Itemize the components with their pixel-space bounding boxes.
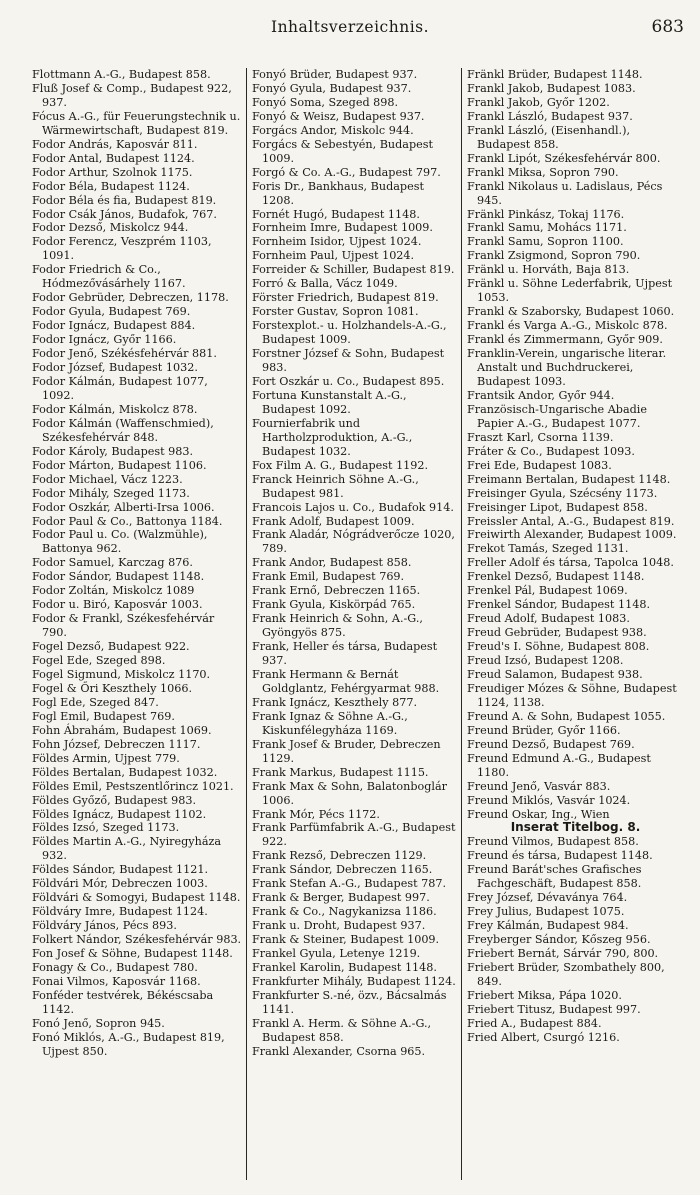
index-entry: Földes Ignácz, Budapest 1102. (32, 807, 207, 821)
index-entry: Frank Aladár, Nógrádverőcze 1020, 789. (252, 528, 455, 556)
index-entry: Friebert Brüder, Szombathely 800, 849. (467, 961, 665, 988)
index-entry: Fogl Ede, Szeged 847. (32, 695, 159, 709)
index-entry: Forgács & Sebestyén, Budapest 1009. (252, 137, 433, 165)
index-entry: Fodor Mihály, Szeged 1173. (32, 486, 190, 500)
index-entry: Freund Miklós, Vasvár 1024. (467, 793, 631, 807)
index-entry: Fournierfabrik und Hartholzproduktion, A.-G., Budapest 1032. (252, 416, 413, 458)
index-entry: Fodor Kálmán (Waffenschmied), Székesfehérvár 848. (32, 416, 214, 444)
index-entry: Forreider & Schiller, Budapest 819. (252, 263, 455, 277)
index-entry: Fornheim Isidor, Ujpest 1024. (252, 235, 422, 249)
index-entry: Frank & Co., Nagykanizsa 1186. (252, 905, 437, 919)
index-entry: Frankl Jakob, Budapest 1083. (467, 81, 636, 95)
index-entry: Forró & Balla, Vácz 1049. (252, 277, 398, 291)
index-entry: Forster Gustav, Sopron 1081. (252, 305, 419, 319)
index-entry: Freud Izsó, Budapest 1208. (467, 654, 624, 668)
index-entry: Fodor Oszkár, Alberti-Irsa 1006. (32, 500, 215, 514)
index-entry: Francois Lajos u. Co., Budafok 914. (252, 500, 454, 514)
index-entry: Fodor Zoltán, Miskolcz 1089 (32, 584, 195, 598)
index-entry: Frank Rezső, Debreczen 1129. (252, 849, 427, 863)
index-entry: Frankl és Varga A.-G., Miskolc 878. (467, 319, 668, 333)
index-entry: Fodor Kálmán, Budapest 1077, 1092. (32, 374, 208, 402)
index-entry: Frank Emil, Budapest 769. (252, 570, 405, 584)
index-entry: Frankl és Zimmermann, Győr 909. (467, 333, 663, 347)
index-entry: Freund és társa, Budapest 1148. (467, 849, 653, 863)
index-entry: Freund A. & Sohn, Budapest 1055. (467, 709, 666, 723)
index-entry: Forgó & Co. A.-G., Budapest 797. (252, 165, 441, 179)
index-entry: Frankl László, Budapest 937. (467, 109, 633, 123)
index-column-3 (467, 68, 684, 1188)
index-entry: Frank Markus, Budapest 1115. (252, 765, 429, 779)
index-entry: Fraszt Karl, Csorna 1139. (467, 430, 614, 444)
index-entry: Fodor Friedrich & Co., Hódmezővásárhely 1167. (32, 263, 186, 291)
index-entry: Földvári Mór, Debreczen 1003. (32, 877, 208, 891)
index-entry: Fogel & Őri Keszthely 1066. (32, 681, 193, 695)
index-entry: Fodor Paul & Co., Battonya 1184. (32, 514, 223, 528)
index-entry: Friebert Bernát, Sárvár 790, 800. (467, 947, 659, 961)
index-entry: Fränkl Brüder, Budapest 1148. (467, 68, 643, 81)
index-entry: Fodor & Frankl, Székesfehérvár 790. (32, 612, 215, 640)
index-entry: Freiwirth Alexander, Budapest 1009. (467, 528, 677, 542)
index-entry: Freund Brüder, Győr 1166. (467, 723, 621, 737)
index-entry: Friebert Miksa, Pápa 1020. (467, 988, 622, 1002)
index-entry: Freller Adolf és társa, Tapolca 1048. (467, 556, 674, 570)
index-entry: Freud's I. Söhne, Budapest 808. (467, 640, 650, 654)
index-entry: Frank & Steiner, Budapest 1009. (252, 933, 440, 947)
index-entry: Fonyó Gyula, Budapest 937. (252, 81, 412, 95)
index-entry: Fodor Ignácz, Győr 1166. (32, 333, 177, 347)
index-entry: Franck Heinrich Söhne A.-G., Budapest 981. (252, 472, 419, 500)
index-column-2 (252, 68, 457, 1188)
index-entry: Földváry János, Pécs 893. (32, 919, 177, 933)
index-entry: Fox Film A. G., Budapest 1192. (252, 458, 429, 472)
index-entry: Fodor András, Kaposvár 811. (32, 137, 198, 151)
index-entry: Freud Salamon, Budapest 938. (467, 667, 643, 681)
index-entry: Fócus A.-G., für Feuerungstechnik u. Wärmewirtschaft, Budapest 819. (32, 109, 241, 137)
index-entry: Frankl Nikolaus u. Ladislaus, Pécs 945. (467, 179, 663, 207)
index-entry: Földes Győző, Budapest 983. (32, 793, 197, 807)
index-entry: Fried A., Budapest 884. (467, 1016, 602, 1030)
index-entry: Forstexplot.- u. Holzhandels-A.-G., Budapest 1009. (252, 319, 447, 347)
index-entry: Földes Emil, Pestszentlőrincz 1021. (32, 779, 234, 793)
index-entry: Frei Ede, Budapest 1083. (467, 458, 612, 472)
index-entry: Fodor József, Budapest 1032. (32, 361, 198, 375)
index-entry: Földes Sándor, Budapest 1121. (32, 863, 209, 877)
index-entry: Folkert Nándor, Székesfehérvár 983. (32, 933, 242, 947)
index-entry: Fodor Michael, Vácz 1223. (32, 472, 183, 486)
index-entry: Frey Julius, Budapest 1075. (467, 905, 625, 919)
index-entry: Földváry Imre, Budapest 1124. (32, 905, 208, 919)
index-entry: Frank u. Droht, Budapest 937. (252, 919, 426, 933)
index-entry: Fluß Josef & Comp., Budapest 922, 937. (32, 81, 232, 109)
index-entry: Freisinger Lipot, Budapest 858. (467, 500, 648, 514)
index-entry: Fodor u. Biró, Kaposvár 1003. (32, 598, 203, 612)
index-entry: Frank Heinrich & Sohn, A.-G., Gyöngyös 875. (252, 612, 423, 640)
index-entry: Frankel Karolin, Budapest 1148. (252, 961, 437, 974)
index-entry: Fonó Miklós, A.-G., Budapest 819, Ujpest 850. (32, 1030, 225, 1058)
index-entry: Fodor Samuel, Karczag 876. (32, 556, 193, 570)
page-title: Inhaltsverzeichnis. (270, 18, 430, 36)
index-entry: Fonféder testvérek, Békéscsaba 1142. (32, 988, 214, 1016)
index-entry: Freud Adolf, Budapest 1083. (467, 612, 630, 626)
index-entry: Frenkel Sándor, Budapest 1148. (467, 598, 650, 612)
index-entry: Földes Martin A.-G., Nyiregyháza 932. (32, 835, 222, 863)
index-entry: Fodor Károly, Budapest 983. (32, 444, 194, 458)
index-entry: Fornheim Imre, Budapest 1009. (252, 221, 433, 235)
index-entry: Frank Ignácz, Keszthely 877. (252, 695, 418, 709)
index-entry: Freimann Bertalan, Budapest 1148. (467, 472, 671, 486)
index-entry: Frantsik Andor, Győr 944. (467, 388, 615, 402)
index-entry: Fohn Ábrahám, Budapest 1069. (32, 723, 212, 737)
index-entry: Förster Friedrich, Budapest 819. (252, 291, 439, 305)
index-entry: Fodor Csák János, Budafok, 767. (32, 207, 217, 221)
index-entry: Fonagy & Co., Budapest 780. (32, 961, 198, 974)
index-entry: Fonyó Soma, Szeged 898. (252, 95, 399, 109)
index-entry: Fodor Sándor, Budapest 1148. (32, 570, 205, 584)
index-entry: Freud Gebrüder, Budapest 938. (467, 626, 647, 640)
index-entry: Földes Izsó, Szeged 1173. (32, 821, 180, 835)
index-entry: Fon Josef & Söhne, Budapest 1148. (32, 947, 233, 961)
index-entry: Frank Hermann & Bernát Goldglantz, Fehérgyarmat 988. (252, 667, 440, 695)
index-entry: Freund Edmund A.-G., Budapest 1180. (467, 751, 651, 779)
index-entry: Flottmann A.-G., Budapest 858. (32, 68, 211, 81)
index-entry: Freyberger Sándor, Kőszeg 956. (467, 933, 651, 947)
index-entry: Fodor Arthur, Szolnok 1175. (32, 165, 193, 179)
index-entry: Fort Oszkár u. Co., Budapest 895. (252, 374, 445, 388)
index-entry: Frenkel Pál, Budapest 1069. (467, 584, 628, 598)
index-entry: Fogel Ede, Szeged 898. (32, 654, 166, 668)
index-entry: Frekot Tamás, Szeged 1131. (467, 542, 629, 556)
index-entry: Fonó Jenő, Sopron 945. (32, 1016, 165, 1030)
index-entry: Frankl Lipót, Székesfehérvár 800. (467, 151, 661, 165)
index-entry: Frank Mór, Pécs 1172. (252, 807, 380, 821)
index-entry: Fodor Ferencz, Veszprém 1103, 1091. (32, 235, 212, 263)
index-entry: Frankl Miksa, Sopron 790. (467, 165, 619, 179)
index-entry: Frankl László, (Eisenhandl.), Budapest 858. (467, 123, 631, 151)
index-entry: Földes Armin, Ujpest 779. (32, 751, 180, 765)
index-entry: Fráter & Co., Budapest 1093. (467, 444, 635, 458)
index-entry: Frank Gyula, Kiskörpád 765. (252, 598, 416, 612)
index-entry: Fodor Jenő, Székésfehérvár 881. (32, 347, 217, 361)
index-entry: Fogel Sigmund, Miskolcz 1170. (32, 667, 211, 681)
index-entry: Fornheim Paul, Ujpest 1024. (252, 249, 415, 263)
index-entry: Frankl Alexander, Csorna 965. (252, 1044, 426, 1058)
index-entry: Frankl Zsigmond, Sopron 790. (467, 249, 641, 263)
index-entry: Franklin-Verein, ungarische literar. Anstalt und Buchdruckerei, Budapest 1093. (467, 347, 667, 388)
index-entry: Fodor Antal, Budapest 1124. (32, 151, 195, 165)
index-entry: Frank & Berger, Budapest 997. (252, 891, 430, 905)
index-entry: Freund Jenő, Vasvár 883. (467, 779, 611, 793)
index-entry: Fodor Gyula, Budapest 769. (32, 305, 191, 319)
index-entry: Fodor Paul u. Co. (Walzmühle), Battonya 962. (32, 528, 208, 556)
index-entry: Frenkel Dezső, Budapest 1148. (467, 570, 645, 584)
index-entry: Freund Dezső, Budapest 769. (467, 737, 635, 751)
index-entry: Fonyó & Weisz, Budapest 937. (252, 109, 425, 123)
index-entry: Frey Kálmán, Budapest 984. (467, 919, 629, 933)
index-entry: Frank Ignaz & Söhne A.-G., Kiskunfélegyháza 1169. (252, 709, 408, 737)
index-entry: Frankl Jakob, Győr 1202. (467, 95, 610, 109)
index-entry: Fonyó Brüder, Budapest 937. (252, 68, 418, 81)
index-entry: Fonai Vilmos, Kaposvár 1168. (32, 974, 201, 988)
index-entry: Fodor Dezső, Miskolcz 944. (32, 221, 189, 235)
index-entry: Frankel Gyula, Letenye 1219. (252, 947, 421, 961)
index-entry: Freund Barát'sches Grafisches Fachgeschäft, Budapest 858. (467, 863, 642, 891)
index-entry: Földvári & Somogyi, Budapest 1148. (32, 891, 241, 905)
index-entry: Frank Stefan A.-G., Budapest 787. (252, 877, 447, 891)
index-entry: Frank Adolf, Budapest 1009. (252, 514, 415, 528)
index-entry: Fodor Ignácz, Budapest 884. (32, 319, 196, 333)
index-entry: Forstner József & Sohn, Budapest 983. (252, 347, 445, 375)
index-entry: Frankl Samu, Mohács 1171. (467, 221, 627, 235)
index-entry: Fortuna Kunstanstalt A.-G., Budapest 1092. (252, 388, 407, 416)
index-entry: Frank Sándor, Debreczen 1165. (252, 863, 433, 877)
index-entry: Fogl Emil, Budapest 769. (32, 709, 175, 723)
index-entry: Frank, Heller és társa, Budapest 937. (252, 640, 438, 668)
index-entry: Fodor Kálmán, Miskolcz 878. (32, 402, 198, 416)
index-entry: Frankl Samu, Sopron 1100. (467, 235, 624, 249)
index-entry: Freund Vilmos, Budapest 858. (467, 835, 639, 849)
index-entry: Fogel Dezső, Budapest 922. (32, 640, 190, 654)
index-entry: Frankl & Szaborsky, Budapest 1060. (467, 305, 675, 319)
index-columns (32, 68, 684, 1188)
index-entry: Fohn József, Debreczen 1117. (32, 737, 201, 751)
index-entry: Fränkl u. Horváth, Baja 813. (467, 263, 630, 277)
index-entry: Foris Dr., Bankhaus, Budapest 1208. (252, 179, 424, 207)
index-entry: Inserat Titelbog. 8. (510, 820, 641, 835)
index-entry: Frank Parfümfabrik A.-G., Budapest 922. (252, 821, 456, 849)
index-entry: Freund Oskar, Ing., Wien (467, 807, 610, 821)
index-entry: Freissler Antal, A.-G., Budapest 819. (467, 514, 675, 528)
page-header (0, 0, 700, 44)
index-entry: Fried Albert, Csurgó 1216. (467, 1030, 620, 1044)
index-entry: Frankfurter S.-né, özv., Bácsalmás 1141. (252, 988, 447, 1016)
index-entry: Fodor Márton, Budapest 1106. (32, 458, 207, 472)
index-entry: Frey József, Dévaványa 764. (467, 891, 628, 905)
index-entry: Fränkl Pinkász, Tokaj 1176. (467, 207, 625, 221)
index-column-1 (32, 68, 242, 1188)
index-entry: Fornét Hugó, Budapest 1148. (252, 207, 420, 221)
index-entry: Frankl A. Herm. & Söhne A.-G., Budapest 858. (252, 1016, 432, 1044)
index-entry: Fodor Gebrüder, Debreczen, 1178. (32, 291, 229, 305)
index-entry: Frank Josef & Bruder, Debreczen 1129. (252, 737, 441, 765)
index-entry: Fodor Béla, Budapest 1124. (32, 179, 190, 193)
page-number: 683 (651, 17, 684, 37)
index-entry: Forgács Andor, Miskolc 944. (252, 123, 414, 137)
index-entry: Frank Max & Sohn, Balatonboglár 1006. (252, 779, 447, 807)
index-entry: Französisch-Ungarische Abadie Papier A.-G., Budapest 1077. (467, 402, 647, 430)
index-entry: Freudiger Mózes & Söhne, Budapest 1124, 1138. (467, 681, 677, 709)
index-entry: Fränkl u. Söhne Lederfabrik, Ujpest 1053. (467, 277, 673, 305)
index-entry: Frank Andor, Budapest 858. (252, 556, 412, 570)
index-entry: Fodor Béla és fia, Budapest 819. (32, 193, 217, 207)
index-entry: Földes Bertalan, Budapest 1032. (32, 765, 218, 779)
index-entry: Friebert Titusz, Budapest 997. (467, 1002, 641, 1016)
index-entry: Frank Ernő, Debreczen 1165. (252, 584, 421, 598)
index-entry: Frankfurter Mihály, Budapest 1124. (252, 974, 456, 988)
index-entry: Freisinger Gyula, Szécsény 1173. (467, 486, 658, 500)
